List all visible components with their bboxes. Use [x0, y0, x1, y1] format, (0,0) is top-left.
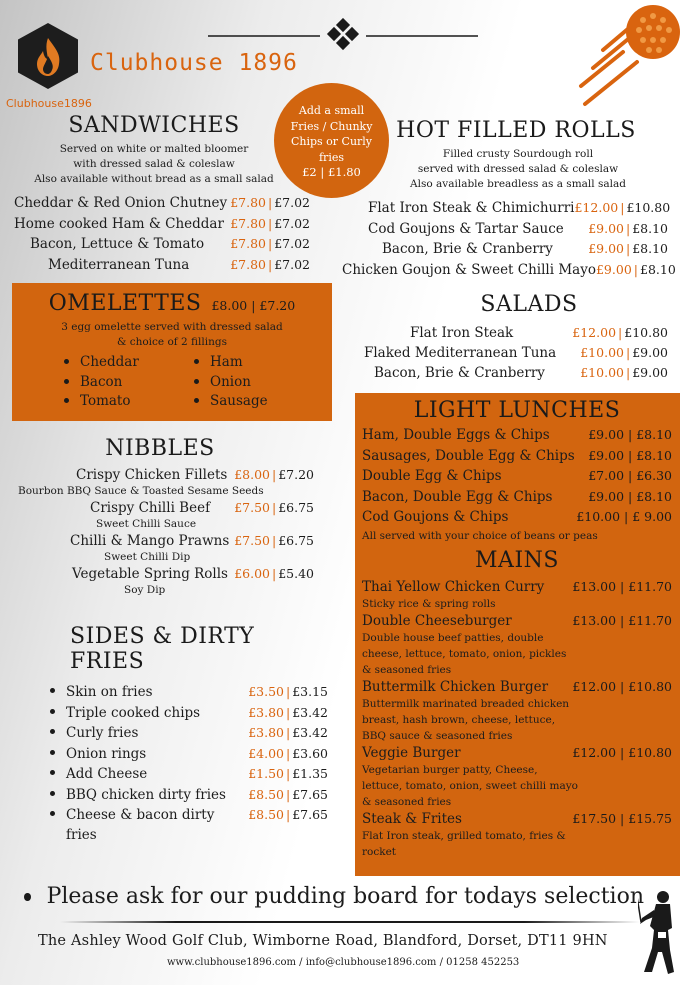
sandwiches-section	[10, 113, 310, 275]
menu-item: BBQ chicken dirty fries £8.50 | £7.65	[48, 785, 328, 806]
nibble-item: Crispy Chicken Fillets £8.00 | £7.20 Bourbon BBQ Sauce & Toasted Sesame Seeds	[18, 467, 314, 497]
menu-item: Add Cheese £1.50 | £1.35	[48, 764, 328, 785]
golfer-icon	[638, 888, 680, 976]
main-dish: Thai Yellow Chicken Curry £13.00 | £11.70 Sticky rice & spring rolls	[362, 579, 672, 610]
salads-section	[360, 292, 668, 383]
omelettes-header	[26, 291, 318, 316]
nibbles-section	[14, 436, 314, 599]
golf-ball-icon	[575, 2, 687, 112]
menu-item: Onion rings £4.00 | £3.60	[48, 744, 328, 765]
sides-section	[48, 624, 328, 845]
menu-item: Mediterranean Tuna £7.80 | £7.02	[48, 256, 310, 273]
rolls-title: HOT FILLED ROLLS	[396, 118, 636, 143]
filling-item: Tomato	[62, 392, 192, 412]
sandwiches-desc: Served on white or malted bloomer with dressed salad & coleslaw Also available without bread as a small salad	[34, 143, 274, 185]
footer-contact: www.clubhouse1896.com / info@clubhouse1896.com / 01258 452253	[167, 957, 520, 968]
bullet-icon	[24, 893, 31, 901]
mains-section	[362, 548, 672, 860]
sides-title: SIDES & DIRTY FRIES	[70, 624, 255, 674]
rolls-desc: Filled crusty Sourdough roll served with dressed salad & coleslaw Also available breadless as a small salad	[410, 148, 626, 190]
rolls-list	[338, 198, 676, 280]
menu-item: Bacon, Brie & Cranberry £9.00 | £8.10	[382, 241, 668, 257]
fillings-col1	[62, 353, 192, 412]
main-dish: Buttermilk Chicken Burger £12.00 | £10.80 Buttermilk marinated breaded chicken breast, hash brown, cheese, lettuce, BBQ sauce & seasoned fries	[362, 679, 672, 742]
mains-list	[362, 579, 672, 860]
nibbles-list	[14, 467, 314, 599]
light-lunches-list	[362, 425, 672, 528]
footer-address: The Ashley Wood Golf Club, Wimborne Road, Blandford, Dorset, DT11 9HN	[38, 933, 608, 949]
menu-item: Curly fries £3.80 | £3.42	[48, 723, 328, 744]
filling-item: Onion	[192, 373, 268, 393]
filling-item: Bacon	[62, 373, 192, 393]
light-lunches-title: LIGHT LUNCHES	[413, 398, 621, 423]
main-dish: Veggie Burger £12.00 | £10.80 Vegetarian burger patty, Cheese, lettuce, tomato, onion, sweet chilli mayo & seasoned fries	[362, 745, 672, 808]
omelettes-price: £8.00 | £7.20	[211, 298, 296, 313]
nibble-item: Chilli & Mango Prawns £7.50 | £6.75 Sweet Chilli Dip	[70, 533, 314, 563]
menu-item: Cheese & bacon dirty fries £8.50 | £7.65	[48, 805, 328, 845]
menu-item: Home cooked Ham & Cheddar £7.80 | £7.02	[14, 215, 310, 232]
menu-item: Double Egg & Chips £7.00 | £6.30	[362, 468, 672, 484]
brand-name: Clubhouse 1896	[90, 50, 298, 76]
menu-item: Cheddar & Red Onion Chutney £7.80 | £7.02	[14, 195, 310, 211]
filling-item: Sausage	[192, 392, 268, 412]
menu-item: Ham, Double Eggs & Chips £9.00 | £8.10	[362, 427, 672, 443]
nibbles-title: NIBBLES	[105, 436, 215, 461]
light-lunches-note: All served with your choice of beans or peas	[362, 529, 598, 542]
menu-item: Bacon, Double Egg & Chips £9.00 | £8.10	[362, 488, 672, 505]
omelettes-fillings	[26, 353, 318, 412]
menu-item: Triple cooked chips £3.80 | £3.42	[48, 703, 328, 724]
menu-item: Flat Iron Steak & Chimichurri £12.00 | £10.80	[368, 200, 671, 216]
footer-divider	[60, 921, 640, 923]
fillings-col2	[192, 353, 268, 412]
mains-title: MAINS	[475, 548, 559, 573]
main-dish: Double Cheeseburger £13.00 | £11.70 Double house beef patties, double cheese, lettuce, tomato, onion, pickles & seasoned fries	[362, 613, 672, 676]
pudding-note: Please ask for our pudding board for todays selection	[24, 884, 644, 909]
omelettes-section	[12, 283, 332, 421]
menu-item: Cod Goujons & Tartar Sauce £9.00 | £8.10	[368, 220, 668, 237]
sides-list	[48, 682, 328, 845]
sandwiches-list	[10, 193, 310, 275]
menu-item: Flat Iron Steak £12.00 | £10.80	[410, 325, 668, 341]
menu-item: Sausages, Double Egg & Chips £9.00 | £8.10	[362, 447, 672, 464]
menu-item: Cod Goujons & Chips £10.00 | £ 9.00	[362, 509, 672, 525]
promo-price: £2 | £1.80	[302, 165, 361, 179]
brand-tagline: Clubhouse1896	[6, 97, 92, 110]
promo-text: Add a small Fries / Chunky Chips or Curly fries	[290, 104, 373, 164]
light-lunches-section	[362, 398, 672, 542]
filling-item: Cheddar	[62, 353, 192, 373]
menu-item: Bacon, Lettuce & Tomato £7.80 | £7.02	[30, 236, 310, 252]
menu-item: Chicken Goujon & Sweet Chilli Mayo £9.00 | £8.10	[342, 261, 676, 278]
rolls-section	[338, 118, 676, 280]
diamond-divider	[208, 18, 478, 54]
nibble-item: Crispy Chilli Beef £7.50 | £6.75 Sweet Chilli Sauce	[90, 500, 314, 530]
filling-item: Ham	[192, 353, 268, 373]
nibble-item: Vegetable Spring Rolls £6.00 | £5.40 Soy Dip	[72, 566, 314, 596]
salads-list	[360, 323, 668, 383]
omelettes-desc: 3 egg omelette served with dressed salad & choice of 2 fillings	[61, 321, 283, 348]
sandwiches-title: SANDWICHES	[68, 113, 240, 138]
omelettes-title: OMELETTES	[48, 291, 202, 316]
logo-icon	[17, 22, 79, 90]
menu-item: Flaked Mediterranean Tuna £10.00 | £9.00	[364, 345, 668, 361]
main-dish: Steak & Frites £17.50 | £15.75 Flat Iron steak, grilled tomato, fries & rocket	[362, 811, 672, 858]
menu-item: Bacon, Brie & Cranberry £10.00 | £9.00	[374, 365, 668, 381]
menu-item: Skin on fries £3.50 | £3.15	[48, 682, 328, 703]
salads-title: SALADS	[480, 292, 578, 317]
